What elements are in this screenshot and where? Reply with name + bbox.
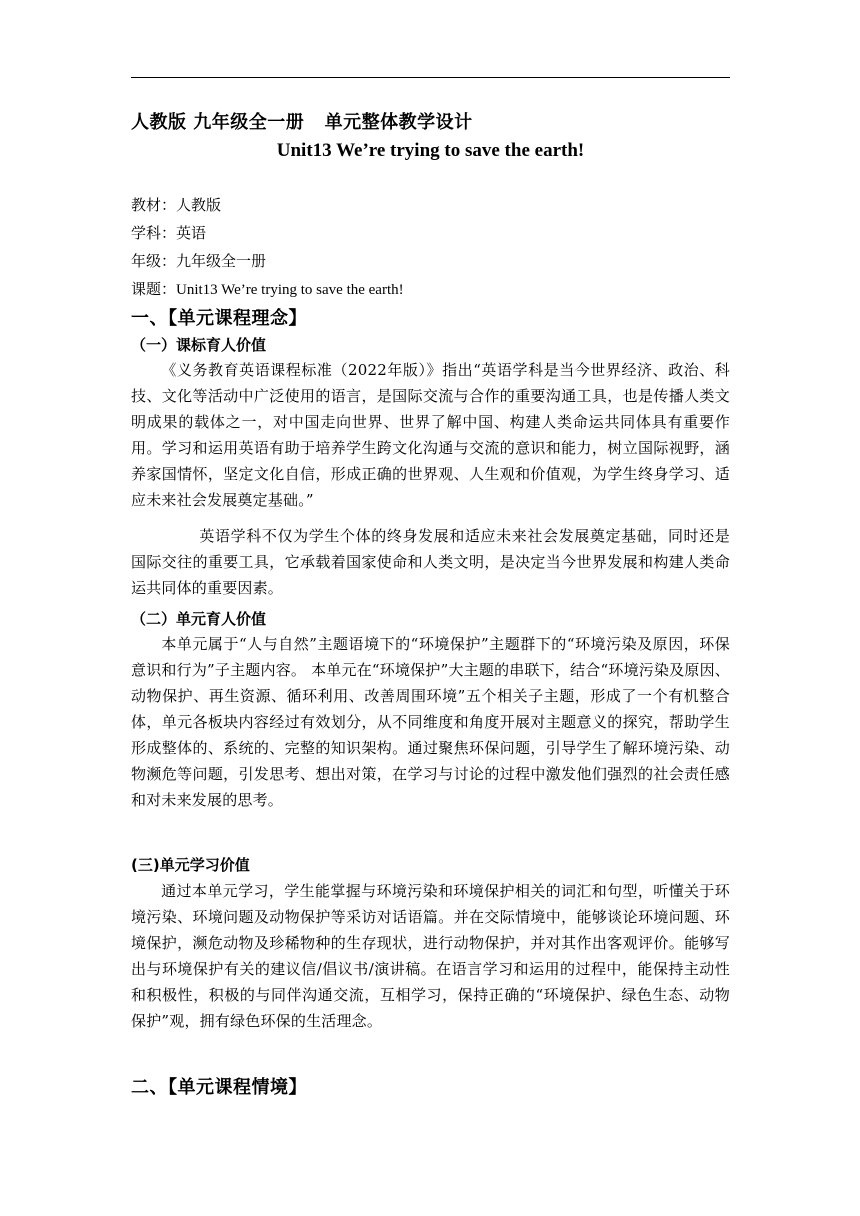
meta-lesson-value: Unit13 We’re trying to save the earth! — [176, 282, 404, 298]
section1-sub2-heading: （二）单元育人价值 — [131, 610, 267, 628]
header-rule — [131, 77, 730, 78]
section1-sub1-paragraph1 — [131, 357, 730, 513]
section1-heading: 一、【单元课程理念】 — [131, 308, 307, 329]
meta-textbook: 教材：人教版 — [131, 196, 222, 214]
paragraph-text: 英语学科不仅为学生个体的终身发展和适应未来社会发展奠定基础，同时还是国际交往的重要工具，它承载着国家使命和人类文明，是决定当今世界发展和构建人类命运共同体的重要因素。 — [131, 527, 730, 597]
section1-sub2-paragraph — [131, 631, 730, 813]
section1-sub1-heading: （一）课标育人价值 — [131, 336, 267, 354]
section1-sub1-paragraph2 — [131, 523, 730, 601]
section1-sub3-paragraph — [131, 878, 730, 1034]
meta-grade: 年级：九年级全一册 — [131, 252, 267, 270]
meta-lesson — [131, 279, 404, 300]
section2-heading: 二、【单元课程情境】 — [131, 1077, 307, 1098]
paragraph-text: 通过本单元学习，学生能掌握与环境污染和环境保护相关的词汇和句型，听懂关于环境污染、环境问题及动物保护等采访对话语篇。并在交际情境中，能够谈论环境问题、环境保护，濒危动物及珍稀物种的生存现状，进行动物保护，并对其作出客观评价。能够写出与环境保护有关的建议信/倡议书/演讲稿。在语言学习和运用的过程中，能保持主动性和积极性，积极的与同伴沟通交流，互相学习，保持正确的“环境保护、绿色生态、动物保护”观，拥有绿色环保的生活理念。 — [131, 882, 730, 1030]
meta-lesson-label: 课题： — [131, 280, 177, 298]
unit-title: Unit13 We’re trying to save the earth! — [276, 140, 585, 161]
meta-subject: 学科：英语 — [131, 224, 207, 242]
paragraph-text: 本单元属于“人与自然”主题语境下的“环境保护”主题群下的“环境污染及原因，环保意识和行为”子主题内容。 本单元在“环境保护”大主题的串联下，结合“环境污染及原因、动物保护、再生资源、循环利用、改善周围环境”五个相关子主题，形成了一个有机整合体，单元各板块内容经过有效划分，从不同维度和角度开展对主题意义的探究，帮助学生形成整体的、系统的、完整的知识架构。通过聚焦环保问题，引导学生了解环境污染、动物濒危等问题，引发思考、想出对策，在学习与讨论的过程中激发他们强烈的社会责任感和对未来发展的思考。 — [131, 635, 730, 809]
document-header-title: 人教版 九年级全一册 单元整体教学设计 — [131, 112, 473, 133]
paragraph-text: 《义务教育英语课程标准（2022年版）》指出“英语学科是当今世界经济、政治、科技、文化等活动中广泛使用的语言，是国际交流与合作的重要沟通工具，也是传播人类文明成果的载体之一，对中国走向世界、世界了解中国、构建人类命运共同体具有重要作用。学习和运用英语有助于培养学生跨文化沟通与交流的意识和能力，树立国际视野，涵养家国情怀，坚定文化自信，形成正确的世界观、人生观和价值观，为学生终身学习、适应未来社会发展奠定基础。” — [131, 361, 730, 509]
section1-sub3-heading: (三)单元学习价值 — [131, 856, 250, 874]
